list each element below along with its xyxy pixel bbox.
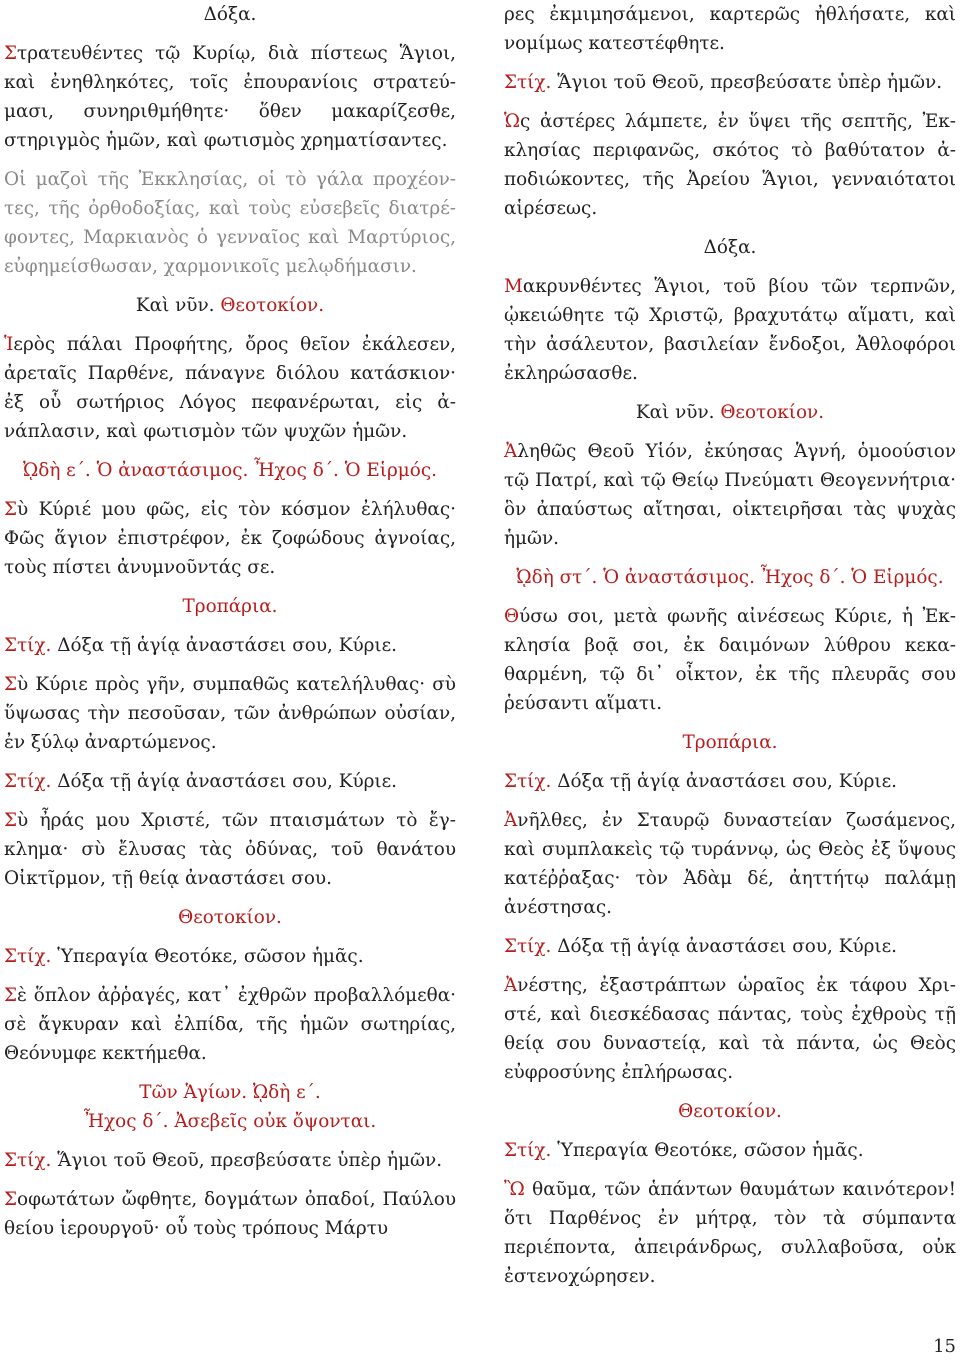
left-paragraph-6 <box>4 495 456 582</box>
rubric-text: Ἱ <box>4 334 14 355</box>
body-text: Καὶ νῦν. <box>635 402 721 423</box>
right-paragraph-2 <box>504 107 956 223</box>
rubric-text: Σ <box>4 674 18 695</box>
rubric-text: Ἀ <box>504 441 518 462</box>
right-paragraph-12 <box>504 932 956 961</box>
body-text: Ἅγιοι τοῦ Θεοῦ, πρεσβεύσατε ὑπὲρ ἡμῶν. <box>57 1150 443 1171</box>
body-text: Δόξα τῇ ἁγίᾳ ἀναστάσει σου, Κύριε. <box>557 936 898 957</box>
body-text: τρατευθέντες τῷ Κυρίῳ, διὰ πίστεως Ἅγιοι, καὶ ἐνηθληκότες, τοῖς ἐπουρανίοις στρατεύμασι, συνηριθμήθητε· ὅθεν μακαρίζεσθε, στηριγμὸς ἡμῶν, καὶ φωτισμὸς χρηματίσαντες. <box>4 43 456 151</box>
right-heading-9 <box>504 728 956 757</box>
rubric-text: Σ <box>4 499 18 520</box>
rubric-text: Στίχ. <box>504 1140 558 1161</box>
body-text: ὺ Κύριέ μου φῶς, εἰς τὸν κόσμον ἐλήλυθας· Φῶς ἅγιον ἐπιστρέφον, ἐκ ζοφώδους ἀγνοίας, τοὺς πίστει ἀνυμνοῦντάς σε. <box>4 499 456 578</box>
left-paragraph-13 <box>4 942 456 971</box>
body-text: ὲ ὅπλον ἀῤῥαγές, κατ᾽ ἐχθρῶν προβαλλόμεθα· σὲ ἄγκυραν καὶ ἐλπίδα, τῆς ἡμῶν σωτηρίας, Θεόνυμφε κεκτήμεθα. <box>4 985 456 1064</box>
right-paragraph-0 <box>504 0 956 58</box>
body-text: ληθῶς Θεοῦ Υἱόν, ἐκύησας Ἁγνή, ὁμοούσιον τῷ Πατρί, καὶ τῷ Θείῳ Πνεύματι Θεογεννήτρια· ὃν ἀπαύστως αἴτησαι, οἰκτειρῆσαι τὰς ψυχὰς ἡμῶν. <box>504 441 956 549</box>
left-heading-5 <box>4 456 456 485</box>
left-heading-12 <box>4 903 456 932</box>
rubric-text: Στίχ. <box>4 771 58 792</box>
rubric-text: Στίχ. <box>504 771 558 792</box>
body-text: θαῦμα, τῶν ἁπάντων θαυμάτων καινότερον! ὅτι Παρθένος ἐν μήτρᾳ, τὸν τὰ σύμπαντα περιέποντα, ἀπειράνδρως, συλλαβοῦσα, οὐκ ἐστενοχώρησεν. <box>504 1179 956 1287</box>
right-heading-5 <box>504 398 956 427</box>
right-paragraph-10 <box>504 767 956 796</box>
right-heading-14 <box>504 1097 956 1126</box>
rubric-text: Στίχ. <box>4 1150 58 1171</box>
body-text: ακρυνθέντες Ἅγιοι, τοῦ βίου τῶν τερπνῶν, ᾠκειώθητε τῷ Χριστῷ, βραχυτάτῳ αἵματι, καὶ τὴν ἀσάλευτον, βασιλείαν ἔνδοξοι, Ἀθλοφόροι ἐκληρώσασθε. <box>504 276 956 384</box>
body-text: Ὑπεραγία Θεοτόκε, σῶσον ἡμᾶς. <box>57 946 364 967</box>
body-text: ὺ Κύριε πρὸς γῆν, συμπαθῶς κατελήλυθας· σὺ ὕψωσας τὴν πεσοῦσαν, τῶν ἀνθρώπων οὐσίαν, ἐν ξύλῳ ἀναρτώμενος. <box>4 674 456 753</box>
rubric-text: Σ <box>4 810 18 831</box>
right-heading-3 <box>504 233 956 262</box>
body-text: νέστης, ἐξαστράπτων ὡραῖος ἐκ τάφου Χριστέ, καὶ διεσκέδασας πάντας, τοὺς ἐχθροὺς τῇ θείᾳ σου δυναστείᾳ, καὶ τὰ πάντα, ὡς Θεὸς εὐφροσύνης ἐπλήρωσας. <box>504 975 956 1083</box>
body-text: Δόξα. <box>203 4 257 25</box>
rubric-text: Ὡ <box>504 111 521 132</box>
body-text: οφωτάτων ὤφθητε, δογμάτων ὀπαδοί, Παύλου θείου ἱερουργοῦ· οὗ τοὺς τρόπους Μάρτυ <box>4 1189 456 1239</box>
left-paragraph-4 <box>4 330 456 446</box>
body-text: Ἅγιοι τοῦ Θεοῦ, πρεσβεύσατε ὑπὲρ ἡμῶν. <box>557 72 943 93</box>
left-paragraph-16 <box>4 1146 456 1175</box>
rubric-text: Τῶν Ἁγίων. ᾨδὴ ε΄. Ἦχος δ΄. Ἀσεβεῖς οὐκ ὄψονται. <box>83 1082 377 1132</box>
right-paragraph-16 <box>504 1175 956 1291</box>
left-heading-0 <box>4 0 456 29</box>
left-paragraph-9 <box>4 670 456 757</box>
left-column <box>4 0 456 1253</box>
left-paragraph-10 <box>4 767 456 796</box>
body-text: νῆλθες, ἐν Σταυρῷ δυναστείαν ζωσάμενος, καὶ συμπλακεὶς τῷ τυράννῳ, ὡς Θεὸς ἐξ ὕψους κατέῤῥαξας· τὸν Ἀδὰμ δέ, ἀηττήτῳ παλάμῃ ἀνέστησας. <box>504 810 956 918</box>
body-text: Καὶ νῦν. <box>135 295 221 316</box>
right-paragraph-1 <box>504 68 956 97</box>
left-heading-7 <box>4 592 456 621</box>
left-paragraph-14 <box>4 981 456 1068</box>
rubric-text: Θ <box>504 606 520 627</box>
rubric-text: Σ <box>4 1189 18 1210</box>
right-heading-7 <box>504 563 956 592</box>
left-paragraph-17 <box>4 1185 456 1243</box>
body-text: Δόξα τῇ ἁγίᾳ ἀναστάσει σου, Κύριε. <box>57 635 398 656</box>
left-heading-15 <box>4 1078 456 1136</box>
page-number: 15 <box>933 1336 956 1357</box>
rubric-text: ᾨδὴ στ΄. Ὁ ἀναστάσιμος. Ἦχος δ΄. Ὁ Εἱρμός. <box>516 567 944 588</box>
body-text: Ὑπεραγία Θεοτόκε, σῶσον ἡμᾶς. <box>557 1140 864 1161</box>
right-paragraph-4 <box>504 272 956 388</box>
rubric-text: Ὢ <box>504 1179 525 1200</box>
right-paragraph-11 <box>504 806 956 922</box>
right-paragraph-13 <box>504 971 956 1087</box>
right-column <box>504 0 956 1301</box>
right-paragraph-6 <box>504 437 956 553</box>
rubric-text: Ἀ <box>504 975 518 996</box>
body-text: Δόξα. <box>703 237 757 258</box>
body-text: ρες ἐκμιμησάμενοι, καρτερῶς ἠθλήσατε, καὶ νομίμως κατεστέφθητε. <box>504 4 956 54</box>
body-text: ερὸς πάλαι Προφήτης, ὄρος θεῖον ἐκάλεσεν, ἀρεταῖς Παρθένε, πάναγνε διόλου κατάσκιον· ἐξ οὗ σωτήριος Λόγος πεφανέρωται, εἰς ἀνάπλασιν, καὶ φωτισμὸν τῶν ψυχῶν ἡμῶν. <box>4 334 456 442</box>
rubric-text: Στίχ. <box>4 946 58 967</box>
rubric-text: Θεοτοκίον. <box>178 907 282 928</box>
left-heading-3 <box>4 291 456 320</box>
body-text: ὺ ἦράς μου Χριστέ, τῶν πταισμάτων τὸ ἔγκλημα· σὺ ἔλυσας τὰς ὀδύνας, τοῦ θανάτου Οἰκτῖρμον, τῇ θείᾳ ἀναστάσει σου. <box>4 810 456 889</box>
rubric-text: Θεοτοκίον. <box>678 1101 782 1122</box>
rubric-text: Τροπάρια. <box>182 596 278 617</box>
rubric-text: Στίχ. <box>504 936 558 957</box>
rubric-text: Στίχ. <box>504 72 558 93</box>
left-paragraph-8 <box>4 631 456 660</box>
right-paragraph-15 <box>504 1136 956 1165</box>
rubric-text: Μ <box>504 276 523 297</box>
body-text: ς ἀστέρες λάμπετε, ἐν ὕψει τῆς σεπτῆς, Ἐκκλησίας περιφανῶς, σκότος τὸ βαθύτατον ἀποδιώκοντες, τῆς Ἀρείου Ἅγιοι, γενναιότατοι αἱρέσεως. <box>504 111 956 219</box>
rubric-text: Στίχ. <box>4 635 58 656</box>
body-text: ύσω σοι, μετὰ φωνῆς αἰνέσεως Κύριε, ἡ Ἐκκλησία βοᾷ σοι, ἐκ δαιμόνων λύθρου κεκαθαρμένη, τῷ δι᾽ οἶκτον, ἐκ τῆς πλευρᾶς σου ῥεύσαντι αἵματι. <box>504 606 956 714</box>
rubric-text: Θεοτοκίον. <box>220 295 325 316</box>
left-paragraph-1 <box>4 39 456 155</box>
body-text: Δόξα τῇ ἁγίᾳ ἀναστάσει σου, Κύριε. <box>557 771 898 792</box>
rubric-text: ᾨδὴ ε΄. Ὁ ἀναστάσιμος. Ἦχος δ΄. Ὁ Εἱρμός. <box>23 460 437 481</box>
left-paragraph-11 <box>4 806 456 893</box>
body-text: Δόξα τῇ ἁγίᾳ ἀναστάσει σου, Κύριε. <box>57 771 398 792</box>
rubric-text: Θεοτοκίον. <box>720 402 825 423</box>
rubric-text: Τροπάρια. <box>682 732 778 753</box>
right-paragraph-8 <box>504 602 956 718</box>
rubric-text: Σ <box>4 985 18 1006</box>
rubric-text: Ἀ <box>504 810 518 831</box>
left-paragraph-2 <box>4 165 456 281</box>
body-text: Οἱ μαζοὶ τῆς Ἐκκλησίας, οἱ τὸ γάλα προχέοντες, τῆς ὀρθοδοξίας, καὶ τοὺς εὐσεβεῖς διατρέφοντες, Μαρκιανὸς ὁ γενναῖος καὶ Μαρτύριος, εὐφημείσθωσαν, χαρμονικοῖς μελῳδήμασιν. <box>4 169 456 277</box>
rubric-text: Σ <box>4 43 18 64</box>
